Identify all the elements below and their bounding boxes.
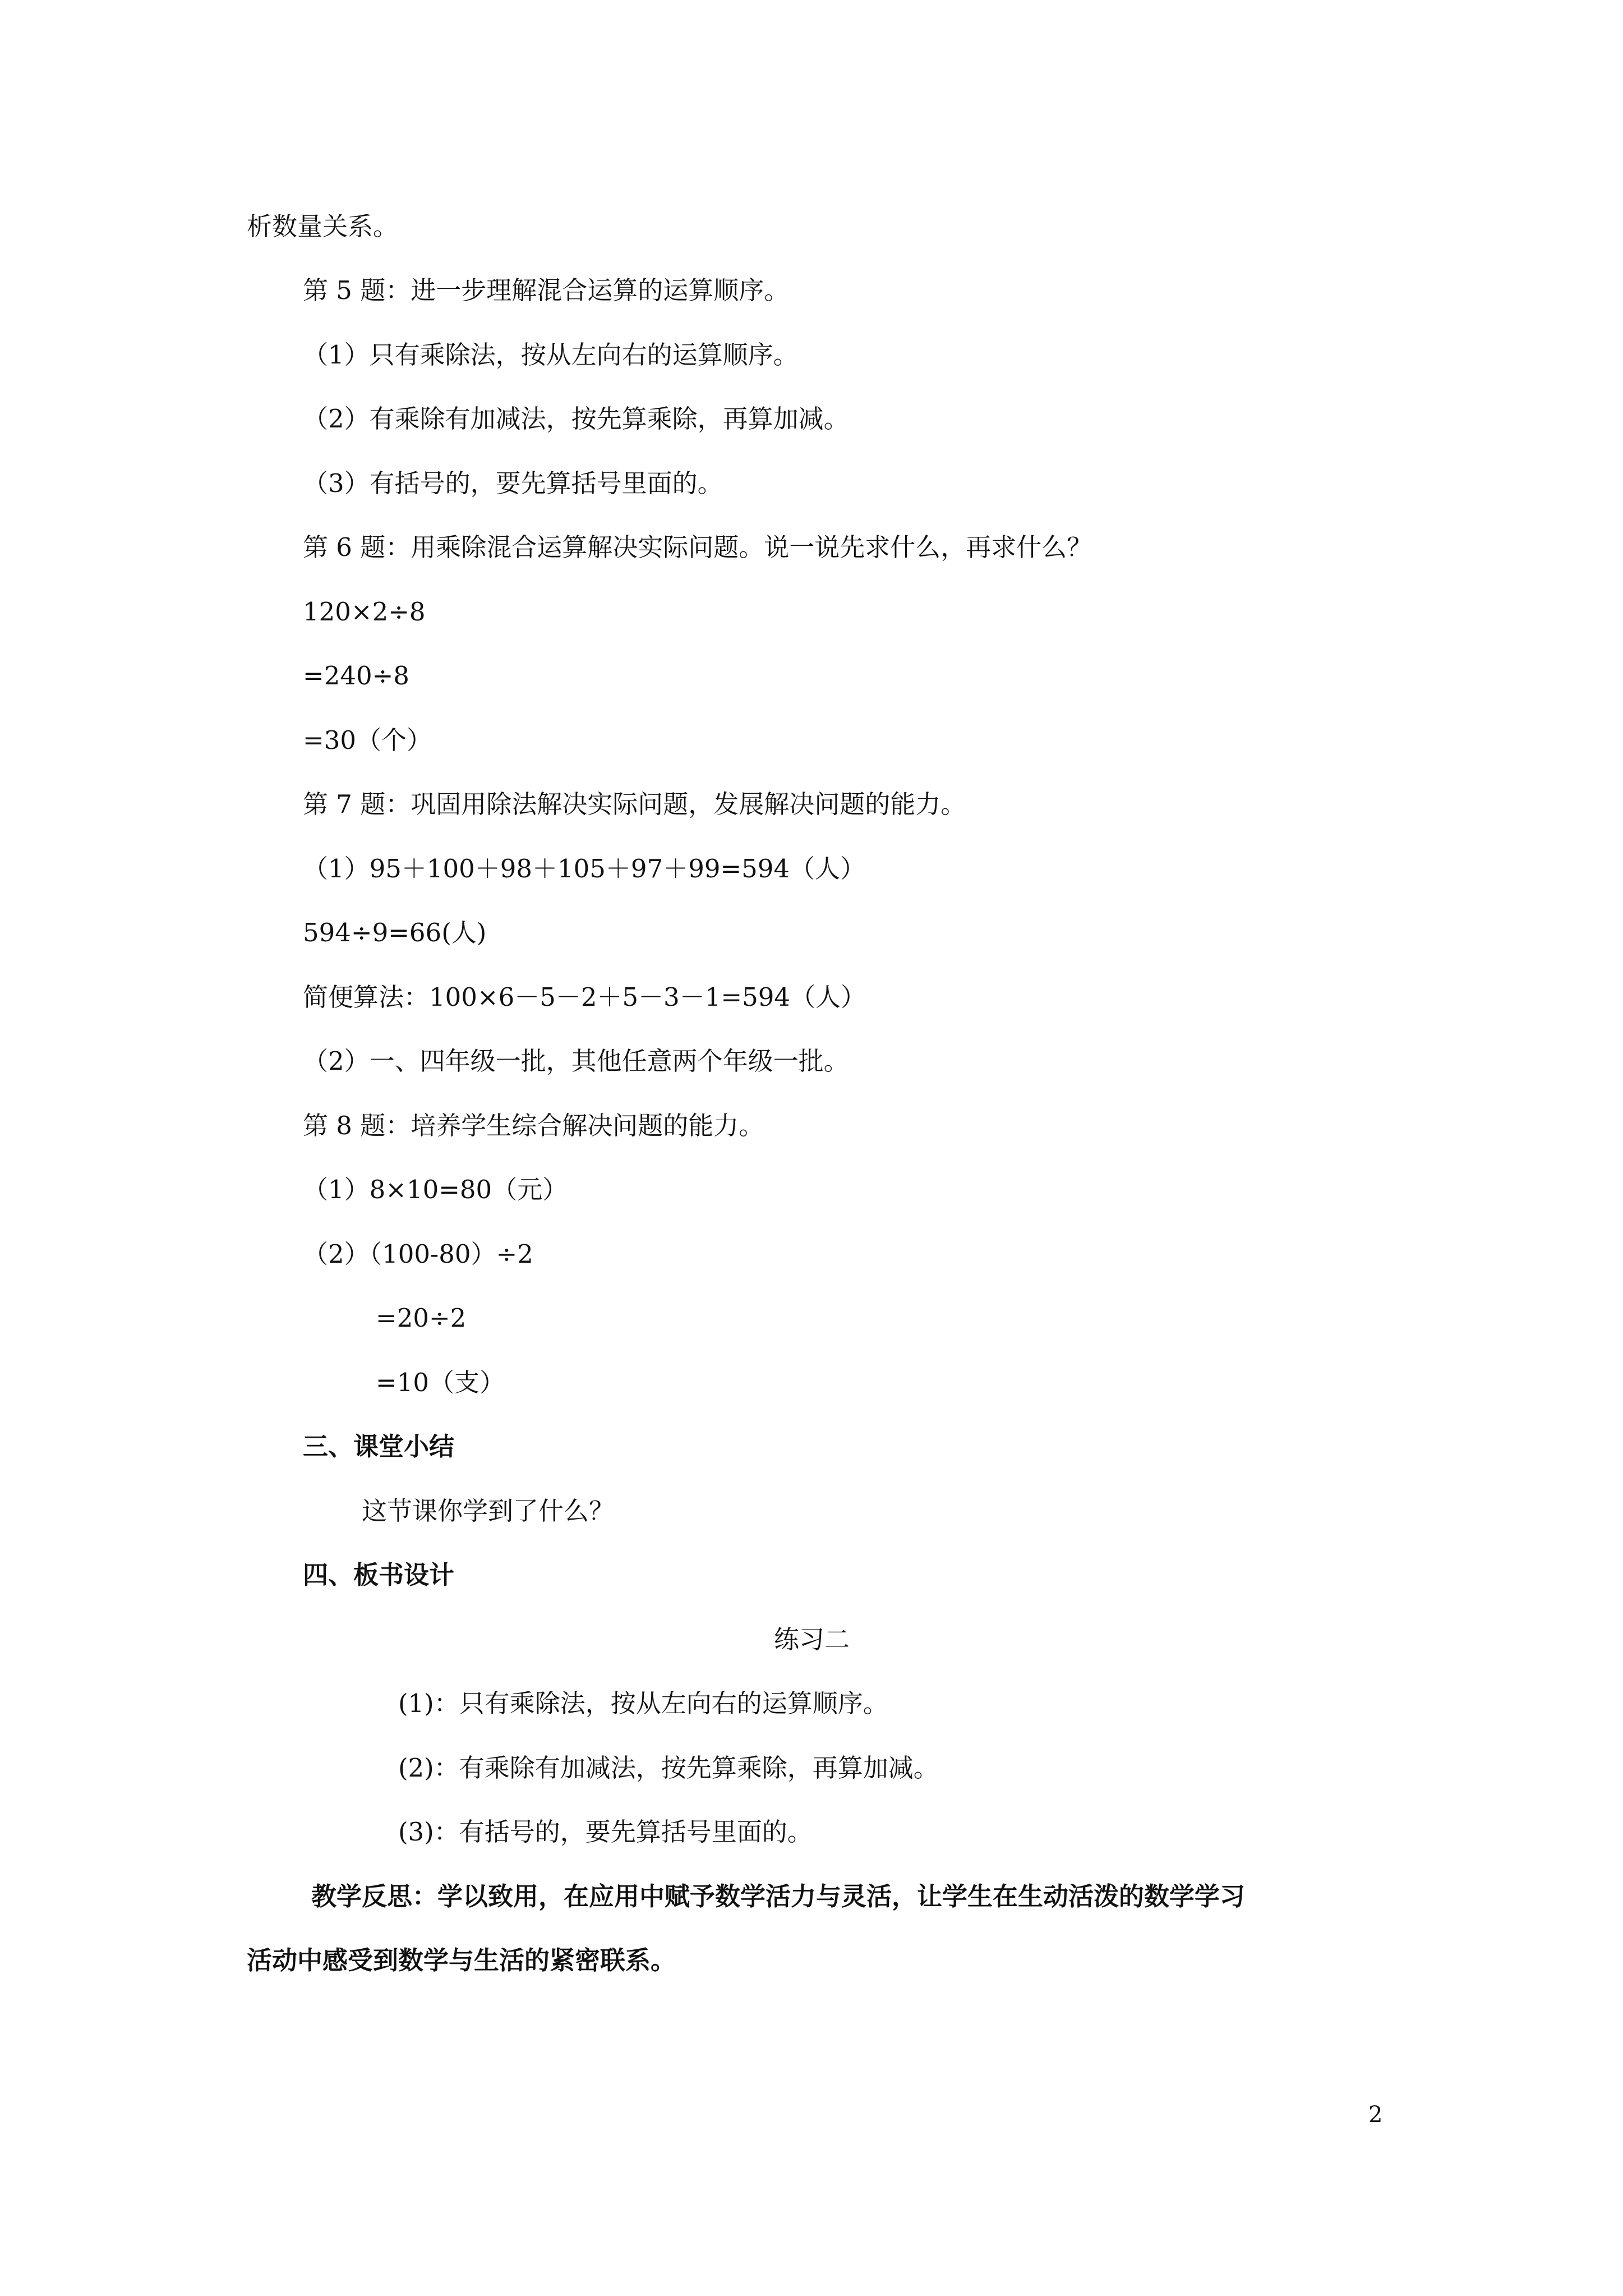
equation-line: （1）8×10=80（元）: [303, 1175, 568, 1204]
section-heading-summary: 三、课堂小结: [303, 1432, 455, 1461]
page-number: 2: [1368, 2102, 1383, 2128]
problem-5-item-2: （2）有乘除有加减法，按先算乘除，再算加减。: [303, 404, 849, 434]
summary-text: 这节课你学到了什么？: [362, 1496, 615, 1526]
board-item: (3)：有括号的，要先算括号里面的。: [398, 1817, 813, 1847]
problem-5-heading: 第 5 题：进一步理解混合运算的运算顺序。: [303, 275, 790, 305]
board-item: (2)：有乘除有加减法，按先算乘除，再算加减。: [398, 1753, 939, 1783]
board-title: 练习二: [774, 1625, 850, 1654]
equation-line: 594÷9=66(人): [303, 918, 487, 947]
reflection-text: 教学反思：学以致用，在应用中赋予数学活力与灵活，让学生在生动活泼的数学学习: [311, 1881, 1246, 1911]
problem-7-heading: 第 7 题：巩固用除法解决实际问题，发展解决问题的能力。: [303, 789, 966, 819]
equation-line: 120×2÷8: [303, 597, 426, 627]
equation-line: 简便算法：100×6－5－2＋5－3－1=594（人）: [303, 982, 866, 1012]
equation-line: （2）（100-80）÷2: [303, 1239, 533, 1269]
problem-6-heading: 第 6 题：用乘除混合运算解决实际问题。说一说先求什么，再求什么？: [303, 532, 1092, 562]
problem-5-item-1: （1）只有乘除法，按从左向右的运算顺序。: [303, 340, 799, 370]
problem-7-item-2: （2）一、四年级一批，其他任意两个年级一批。: [303, 1046, 849, 1076]
board-item: (1)：只有乘除法，按从左向右的运算顺序。: [398, 1688, 888, 1718]
equation-line: =20÷2: [376, 1303, 467, 1333]
reflection-text: 活动中感受到数学与生活的紧密联系。: [247, 1945, 676, 1975]
equation-line: （1）95＋100＋98＋105＋97＋99=594（人）: [303, 854, 866, 884]
equation-line: =240÷8: [303, 661, 409, 691]
paragraph-line: 析数量关系。: [247, 211, 399, 241]
equation-line: =10（支）: [376, 1368, 505, 1397]
section-heading-board: 四、板书设计: [303, 1560, 455, 1590]
equation-line: =30（个）: [303, 725, 432, 755]
problem-8-heading: 第 8 题：培养学生综合解决问题的能力。: [303, 1111, 764, 1140]
problem-5-item-3: （3）有括号的，要先算括号里面的。: [303, 468, 723, 498]
